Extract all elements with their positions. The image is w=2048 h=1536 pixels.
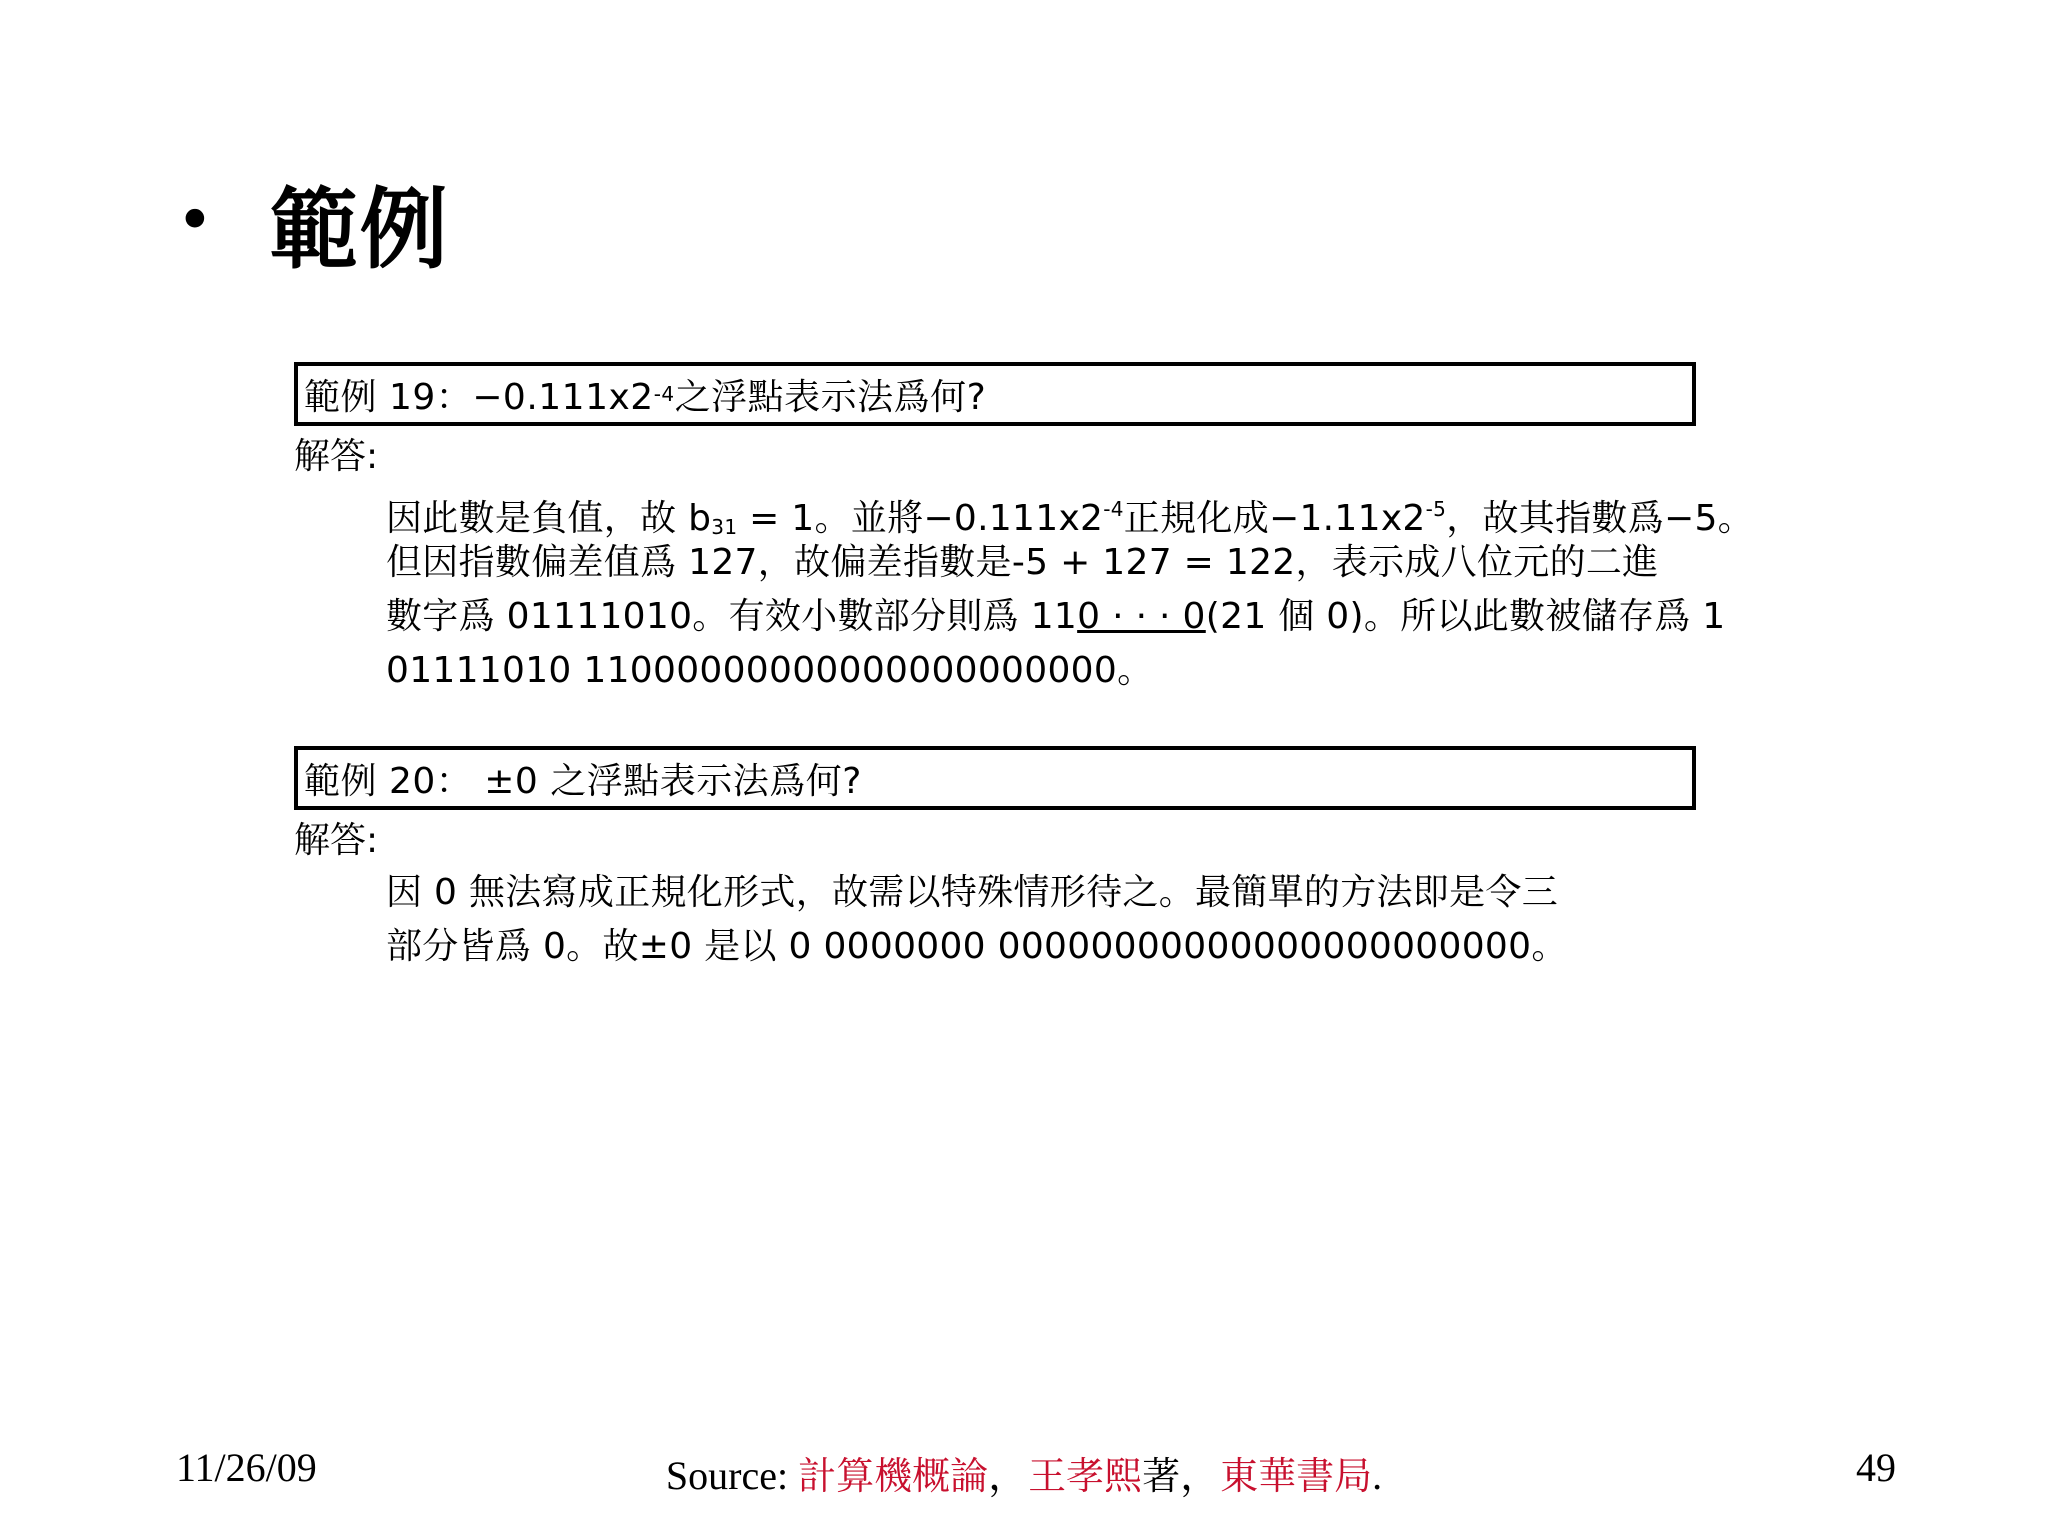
example-19 [294, 362, 1754, 698]
line-1-exponent-2: -5 [1425, 497, 1447, 521]
footer-date: 11/26/09 [176, 1445, 317, 1490]
source-sep-2: ， [1180, 1453, 1221, 1498]
source-author: 王孝熙 [1028, 1454, 1143, 1498]
title-text: 範例 [269, 178, 450, 281]
example-19-question-suffix: 之浮點表示法爲何? [674, 376, 987, 418]
line-3-underlined: 0 · · · 0 [1077, 596, 1206, 637]
line-1-part-a: 因此數是負值，故 b [386, 498, 712, 539]
slide-title [176, 168, 450, 281]
line-1-exponent-1: -4 [1103, 497, 1124, 521]
example-20-line-2: 部分皆爲 0。故±0 是以 0 0000000 00000000000000000000000。 [386, 926, 1568, 967]
source-label: Source: [665, 1453, 799, 1498]
example-19-line-4: 01111010 11000000000000000000000。 [386, 650, 1154, 691]
line-3-part-b: (21 個 0)。所以此數被儲存爲 1 [1205, 596, 1726, 637]
footer-page-number: 49 [1856, 1445, 1896, 1490]
example-20 [294, 746, 1696, 974]
source-author-suffix: 著 [1142, 1454, 1181, 1498]
example-19-question-prefix: 範例 19：−0.111x2 [304, 376, 654, 418]
example-19-question-exponent: -4 [653, 382, 675, 406]
example-19-answer-body [386, 482, 1754, 698]
example-20-answer-label: 解答: [294, 820, 379, 861]
example-20-answer-body [386, 866, 1686, 974]
line-1-part-c: 正規化成−1.11x2 [1123, 498, 1426, 539]
example-19-line-3 [386, 590, 1726, 644]
source-book: 計算機概論 [798, 1454, 989, 1498]
line-1-part-b: = 1。並將−0.111x2 [737, 498, 1104, 539]
line-1-part-d: ，故其指數爲−5。 [1446, 498, 1754, 539]
example-19-line-2: 但因指數偏差值爲 127，故偏差指數是-5 + 127 = 122，表示成八位元的二進 [386, 542, 1659, 583]
line-3-part-a: 數字爲 01111010。有效小數部分則爲 11 [386, 596, 1078, 637]
example-19-line-1 [386, 482, 1754, 539]
footer-source [0, 1444, 2048, 1501]
bullet-icon: • [176, 184, 214, 258]
source-sep-1: ， [988, 1453, 1029, 1498]
line-1-subscript: 31 [711, 515, 738, 539]
example-20-line-1: 因 0 無法寫成正規化形式，故需以特殊情形待之。最簡單的方法即是令三 [386, 872, 1558, 913]
example-19-answer-label: 解答: [294, 436, 379, 477]
example-20-question: 範例 20： ±0 之浮點表示法爲何? [294, 746, 1696, 810]
source-publisher: 東華書局 [1220, 1454, 1373, 1498]
example-19-question [294, 362, 1696, 426]
source-end: . [1372, 1453, 1383, 1498]
